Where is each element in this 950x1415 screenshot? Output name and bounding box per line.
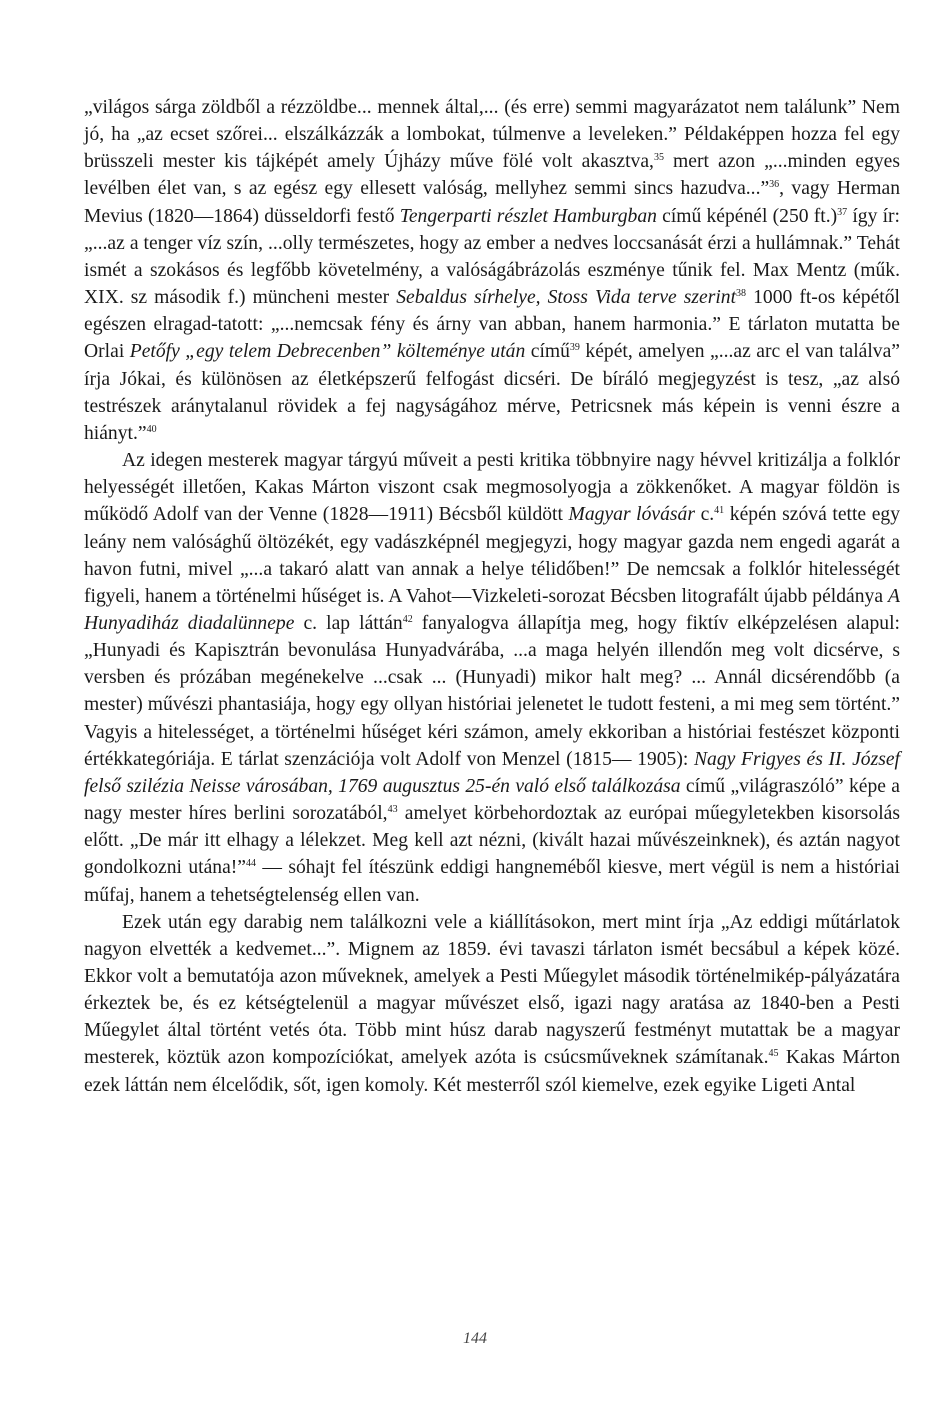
- text-run: mert azon „...minden egyes levélben élet van, s az egész egy ellesett valóság, mellyhez semmi sincs hazudva...”: [84, 151, 901, 200]
- text-run: című képénél (250 ft.): [656, 205, 838, 227]
- text-run: amelyet körbehordoztak az európai műegyletekben kisorsolás előtt. „De már itt elhagy a lélekzet. Meg kell azt nézni, (kivált hazai művészeinknek), és aztán nagyot gondolkozni utána!”: [84, 803, 900, 879]
- italic-title: Tengerparti részlet Hamburgban: [399, 205, 657, 227]
- paragraph: [84, 447, 900, 909]
- page-number: 144: [463, 1330, 487, 1347]
- text-run: című: [525, 341, 570, 363]
- text-run: „világos sárga zöldből a rézzöldbe... mennek által,... (és erre) semmi magyarázatot nem találunk” Nem jó, ha „az ecset szőrei... elszálkázzák a lombokat, túlmenve a leveleken.” Példaképpen hozza fel egy brüsszeli mester kis tájképét amely Újházy műve fölé volt akasztva,: [84, 97, 900, 173]
- paragraph: [84, 94, 900, 447]
- footnote-ref: 41: [714, 505, 725, 517]
- text-run: Kakas Márton ezek láttán nem élcelődik, sőt, igen komoly. Két mesterről szól kiemelve, ezek egyike Ligeti Antal: [84, 1047, 900, 1096]
- footnote-ref: 36: [769, 179, 780, 191]
- footnote-ref: 38: [736, 288, 747, 300]
- text-run: Az idegen mesterek magyar tárgyú műveit a pesti kritika többnyire nagy hévvel kritizálja a folklór helyességét illetően, Kakas Márton viszont csak megmosolyogja a zökkenőket. A magyar földön is működő Adolf van der Venne (1828—1911) Bécsből küldött: [84, 450, 900, 526]
- footnote-ref: 37: [837, 206, 848, 218]
- text-run: — sóhajt fel ítészünk eddigi hangneméből kiesve, mert végül is nem a históriai műfaj, hanem a tehetségtelenség ellen van.: [84, 857, 900, 906]
- italic-title: Nagy Frigyes és II. József felső szilézia Neisse városában, 1769 augusztus 25-én való első találkozása: [84, 748, 900, 797]
- paragraph: [84, 909, 900, 1099]
- footnote-ref: 39: [569, 342, 580, 354]
- text-run: c.: [694, 504, 715, 526]
- text-run: c. lap láttán: [294, 612, 403, 634]
- footnote-ref: 44: [246, 858, 256, 870]
- italic-title: A Hunyadiház diadalünnepe: [84, 585, 900, 634]
- text-run: képét, amelyen „...az arc el van találva” írja Jókai, és különösen az életképszerű felfogást dicséri. De bíráló megjegyzést is tesz, „az alsó testrészek aránytalanul rövidek a fej nagyságához mérve, Petricsnek más képein is venni észre a hiányt.”: [84, 341, 900, 444]
- footnote-ref: 45: [768, 1048, 779, 1060]
- footnote-ref: 42: [402, 613, 413, 625]
- text-run: című „világraszóló” képe a nagy mester híres berlini sorozatából,: [84, 775, 900, 825]
- text-run: , vagy Herman Mevius (1820—1864) düsseldorfi festő: [84, 178, 900, 227]
- text-run: képén szóvá tette egy leány nem valósághű öltözékét, egy vadászképnél megjegyzi, hogy magyar gazda nem engedi agarát a havon futni, mivel „...a takaró alatt van annak a helye télidőben!” De nemcsak a folklór hitelességét figyeli, hanem a történelmi hűséget is. A Vahot—Vizkeleti-sorozat Bécsben litografált újabb példánya: [84, 504, 900, 607]
- text-run: 1000 ft-os képétől egészen elragad-tatott: „...nemcsak fény és árny van abban, hanem harmonia.” E tárlaton mutatta be Orlai: [84, 287, 900, 363]
- text-run: így ír: „...az a tenger víz szín, ...olly természetes, hogy az ember a nedves loccsanását érzi a hullámnak.” Tehát ismét a szokásos és legfőbb követelmény, a valóságábrázolás eszménye tűnik fel. Max Mentz (műk. XIX. sz második f.) müncheni mester: [84, 205, 900, 309]
- italic-title: Magyar lóvásár: [568, 504, 695, 526]
- italic-title: Sebaldus sírhelye, Stoss Vida terve szerint: [396, 287, 737, 309]
- text-run: fanyalogva állapítja meg, hogy fiktív elképzelésen alapul: „Hunyadi és Kapisztrán bevonulása Hunyadvárába, ...a maga helyén illendőn meg volt dicsérve, s versben és prózában megénekelve ...csak ... (Hunyadi) mikor halt meg? ... Annál dicsérendőbb (a mester) művészi phantasiája, hogy egy ollyan históriai jelenetet le tudott festeni, a mi meg sem történt.” Vagyis a hitelességet, a történelmi hűséget kéri számon, amely ekkoriban a históriai festészet központi értékkategóriája. E tárlat szenzációja volt Adolf von Menzel (1815— 1905):: [84, 612, 900, 770]
- footnote-ref: 40: [146, 423, 157, 435]
- text-run: Ezek után egy darabig nem találkozni vele a kiállításokon, mert mint írja „Az eddigi műtárlatok nagyon elvették a kedvemet...”. Mignem az 1859. évi tavaszi tárlaton ismét becsábul a képek közé. Ekkor volt a bemutatója azon műveknek, amelyek a Pesti Műegylet második történelmikép-pályázatára érkeztek be, és ez kétségtelenül a magyar művészet első, igazi nagy aratása az 1840-ben a Pesti Műegylet által történt vetés óta. Több mint húsz darab nagyszerű festményt mutattak be a magyar mesterek, köztük azon kompozíciókat, amelyek azóta is csúcsműveknek számítanak.: [84, 911, 900, 1069]
- body-text: [84, 94, 900, 1099]
- footnote-ref: 43: [387, 804, 398, 816]
- italic-title: Petőfy „egy telem Debrecenben” költeménye után: [129, 341, 526, 363]
- footnote-ref: 35: [653, 152, 664, 164]
